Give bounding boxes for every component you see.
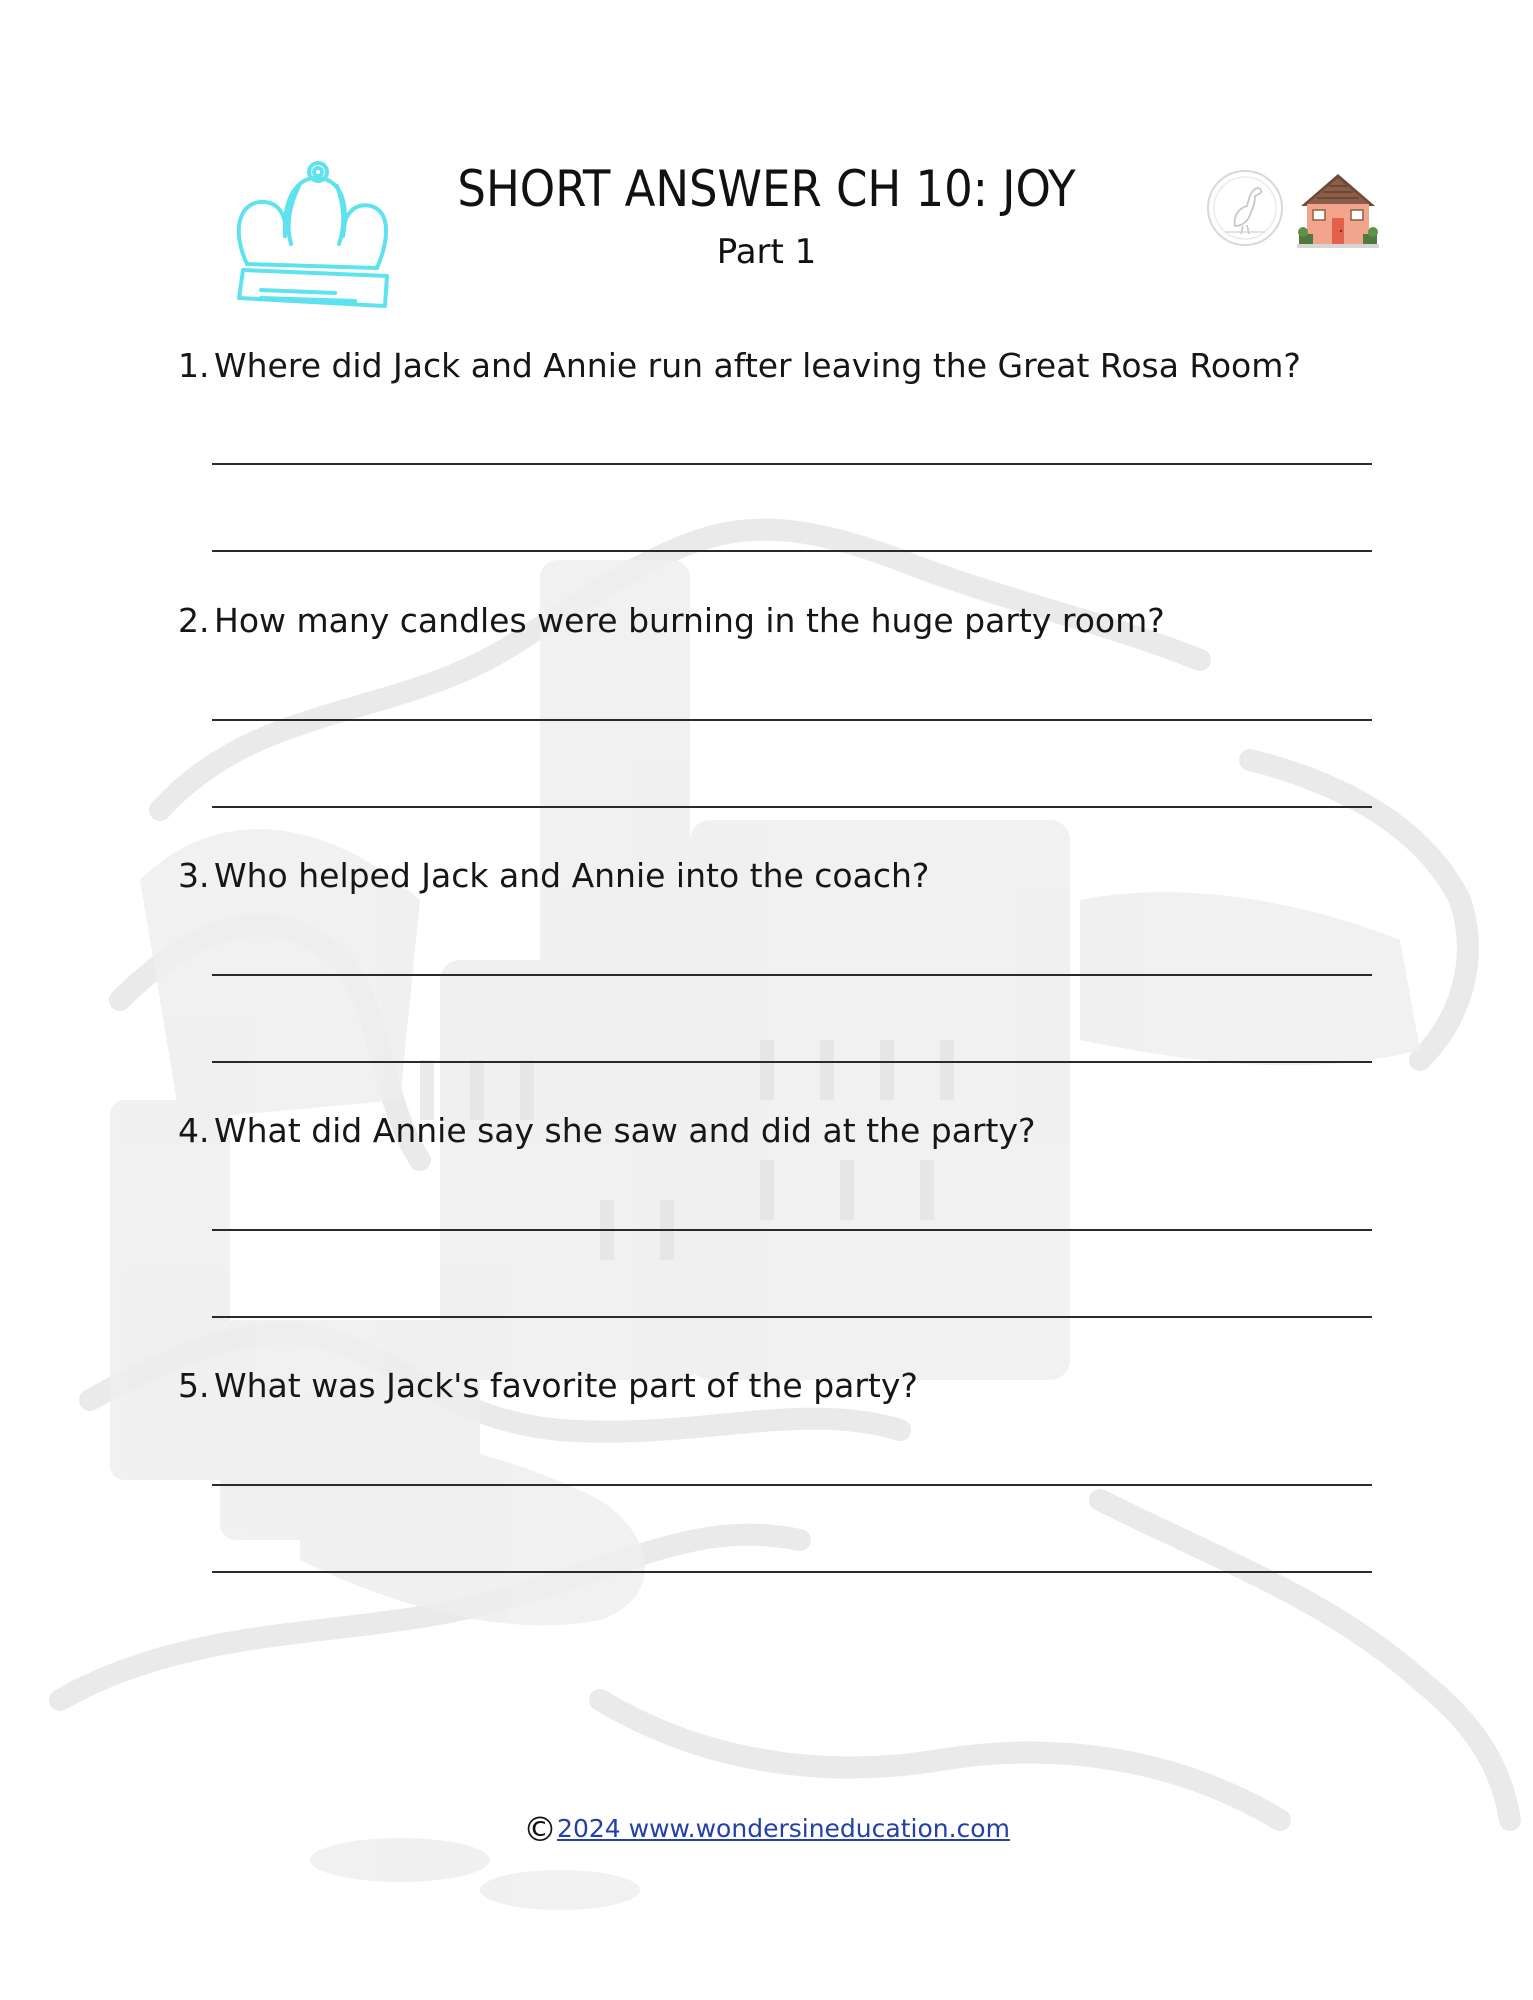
answer-line[interactable] — [212, 719, 1372, 721]
question-text: Where did Jack and Annie run after leaving the Great Rosa Room? — [214, 346, 1301, 385]
answer-line[interactable] — [212, 806, 1372, 808]
answer-line[interactable] — [212, 1316, 1372, 1318]
question-number: 1. — [178, 346, 210, 385]
question-1 — [178, 346, 1301, 385]
page-title: SHORT ANSWER CH 10: JOY — [457, 160, 1076, 218]
answer-line[interactable] — [212, 974, 1372, 976]
question-text: What did Annie say she saw and did at the party? — [214, 1111, 1036, 1150]
page-subtitle: Part 1 — [716, 232, 817, 272]
answer-line[interactable] — [212, 1061, 1372, 1063]
question-5 — [178, 1366, 918, 1405]
question-3 — [178, 856, 929, 895]
question-text: Who helped Jack and Annie into the coach? — [214, 856, 930, 895]
question-number: 4. — [178, 1111, 210, 1150]
question-number: 5. — [178, 1366, 210, 1405]
question-4 — [178, 1111, 1036, 1150]
question-number: 3. — [178, 856, 210, 895]
website-link[interactable]: 2024 www.wondersineducation.com — [557, 1814, 1010, 1843]
answer-line[interactable] — [212, 1484, 1372, 1486]
answer-line[interactable] — [212, 1571, 1372, 1573]
answer-line[interactable] — [212, 550, 1372, 552]
question-number: 2. — [178, 601, 210, 640]
question-2 — [178, 601, 1165, 640]
question-text: What was Jack's favorite part of the party? — [214, 1366, 918, 1405]
question-text: How many candles were burning in the huge party room? — [214, 601, 1165, 640]
answer-line[interactable] — [212, 463, 1372, 465]
footer — [0, 1810, 1533, 1850]
copyright-icon: © — [523, 1810, 558, 1850]
answer-line[interactable] — [212, 1229, 1372, 1231]
